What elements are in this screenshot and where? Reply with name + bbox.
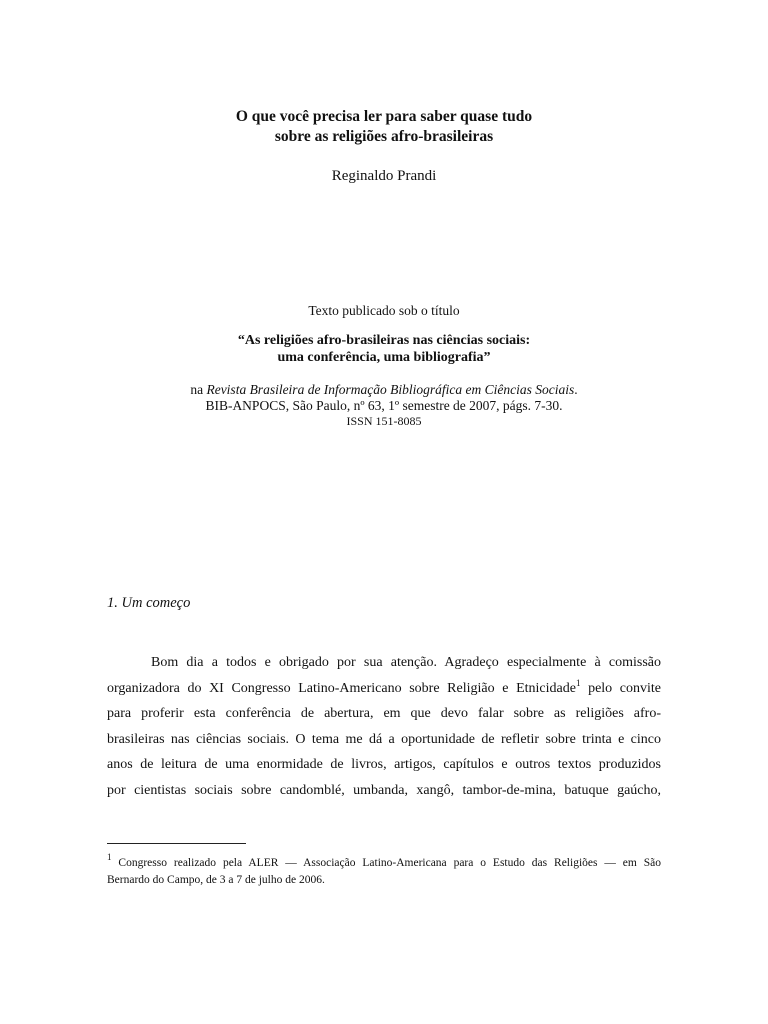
document-title (0, 107, 768, 147)
paragraph-line-2-end: pelo convite (588, 680, 661, 696)
footnote-separator (107, 843, 246, 844)
journal-name: Revista Brasileira de Informação Bibliográfica em Ciências Sociais (206, 382, 575, 397)
publication-details: BIB-ANPOCS, São Paulo, nº 63, 1º semestre de 2007, págs. 7-30. (205, 398, 563, 413)
footnote-line-1-text: Congresso realizado pela ALER — Associação Latino-Americana para o Estudo das Religiões — em São (118, 857, 662, 869)
footnote-reference: 1 (575, 677, 581, 688)
paragraph-line-1: Bom dia a todos e obrigado por sua atenção. Agradeço especialmente à comissão (151, 655, 661, 670)
title-line-2: sobre as religiões afro-brasileiras (274, 128, 494, 145)
publication-journal-line (0, 382, 768, 398)
footnote-marker: 1 (107, 852, 112, 862)
publication-info (0, 382, 768, 428)
paragraph-line-4: brasileiras nas ciências sociais. O tema me dá a oportunidade de refletir sobre trinta e cinco (107, 731, 661, 747)
publication-title-line-1: “As religiões afro-brasileiras nas ciências sociais: (237, 333, 531, 348)
author-name: Reginaldo Prandi (331, 168, 437, 184)
publication-title-line-2: uma conferência, uma bibliografia” (277, 350, 491, 365)
title-line-1: O que você precisa ler para saber quase tudo (235, 108, 533, 125)
paragraph-line-2 (107, 676, 661, 702)
footnote-line-2: Bernardo do Campo, de 3 a 7 de julho de 2006. (107, 874, 325, 886)
section-heading: 1. Um começo (107, 595, 191, 611)
publication-issn: ISSN 151-8085 (346, 414, 422, 428)
journal-suffix: . (574, 382, 578, 397)
publication-title (0, 332, 768, 366)
paragraph-line-3: para proferir esta conferência de abertura, em que devo falar sobre as religiões afro- (107, 706, 661, 721)
publication-intro: Texto publicado sob o título (308, 303, 460, 318)
footnote (107, 852, 662, 889)
paragraph-line-5: anos de leitura de uma enormidade de livros, artigos, capítulos e outros textos produzidos (107, 757, 661, 772)
paragraph-line-2-text: organizadora do XI Congresso Latino-Americano sobre Religião e Etnicidade (107, 680, 576, 696)
footnote-line-1 (107, 852, 662, 872)
body-paragraph (107, 650, 661, 803)
paragraph-line-6: por cientistas sociais sobre candomblé, umbanda, xangô, tambor-de-mina, batuque gaúcho, (107, 782, 661, 798)
publication-prefix: na (190, 382, 204, 397)
